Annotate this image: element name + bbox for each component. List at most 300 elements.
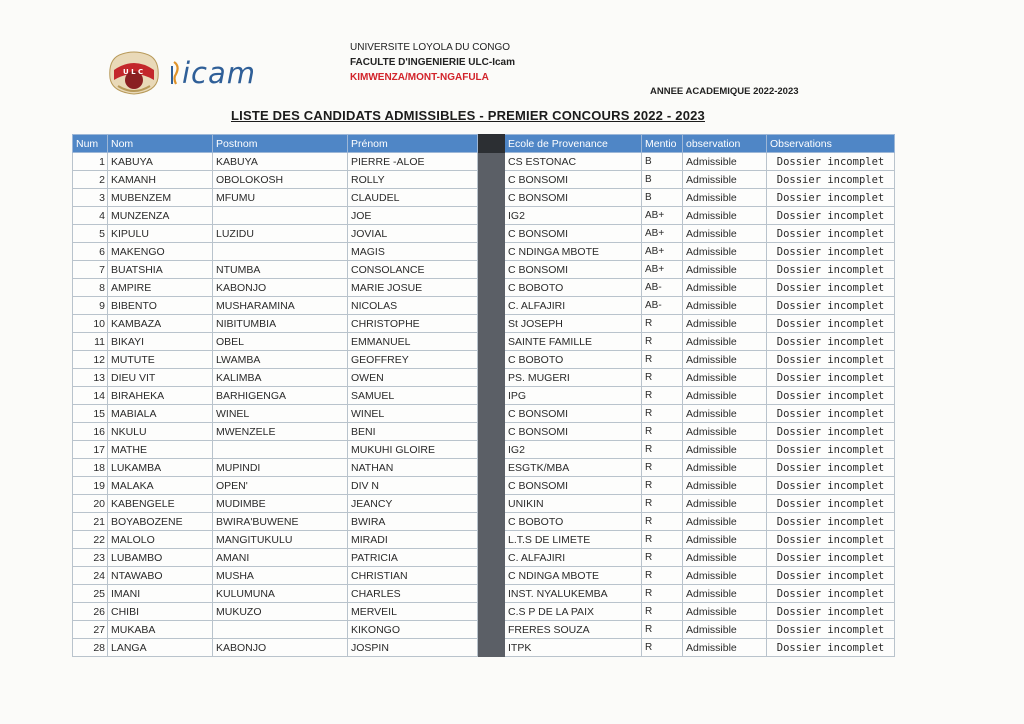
cell-num: 2: [73, 171, 108, 189]
cell-num: 26: [73, 603, 108, 621]
cell-observation: Admissible: [683, 531, 767, 549]
cell-ecole: St JOSEPH: [505, 315, 642, 333]
cell-observations: Dossier incomplet: [767, 441, 895, 459]
cell-nom: KAMANH: [108, 171, 213, 189]
cell-observation: Admissible: [683, 351, 767, 369]
cell-num: 9: [73, 297, 108, 315]
redacted-cell: [478, 225, 505, 243]
redacted-cell: [478, 243, 505, 261]
cell-mention: B: [642, 189, 683, 207]
table-row: [73, 261, 895, 279]
cell-nom: CHIBI: [108, 603, 213, 621]
cell-ecole: CS ESTONAC: [505, 153, 642, 171]
cell-prenom: CONSOLANCE: [348, 261, 478, 279]
redacted-cell: [478, 351, 505, 369]
cell-nom: BIBENTO: [108, 297, 213, 315]
cell-postnom: WINEL: [213, 405, 348, 423]
cell-ecole: PS. MUGERI: [505, 369, 642, 387]
cell-nom: MATHE: [108, 441, 213, 459]
table-row: [73, 477, 895, 495]
cell-observations: Dossier incomplet: [767, 603, 895, 621]
cell-ecole: C. ALFAJIRI: [505, 297, 642, 315]
cell-postnom: MWENZELE: [213, 423, 348, 441]
cell-observation: Admissible: [683, 639, 767, 657]
table-row: [73, 315, 895, 333]
cell-nom: LUBAMBO: [108, 549, 213, 567]
cell-observation: Admissible: [683, 441, 767, 459]
institution-header: [350, 40, 515, 85]
cell-postnom: KULUMUNA: [213, 585, 348, 603]
cell-nom: MALOLO: [108, 531, 213, 549]
cell-postnom: AMANI: [213, 549, 348, 567]
cell-ecole: INST. NYALUKEMBA: [505, 585, 642, 603]
redacted-cell: [478, 189, 505, 207]
cell-prenom: OWEN: [348, 369, 478, 387]
cell-postnom: KALIMBA: [213, 369, 348, 387]
cell-nom: KABUYA: [108, 153, 213, 171]
cell-prenom: GEOFFREY: [348, 351, 478, 369]
cell-mention: R: [642, 603, 683, 621]
cell-postnom: [213, 207, 348, 225]
cell-num: 13: [73, 369, 108, 387]
cell-observations: Dossier incomplet: [767, 369, 895, 387]
cell-observations: Dossier incomplet: [767, 171, 895, 189]
cell-mention: R: [642, 333, 683, 351]
cell-mention: AB-: [642, 297, 683, 315]
table-row: [73, 441, 895, 459]
cell-mention: AB+: [642, 243, 683, 261]
cell-nom: BIKAYI: [108, 333, 213, 351]
cell-mention: R: [642, 495, 683, 513]
cell-observations: Dossier incomplet: [767, 243, 895, 261]
cell-prenom: KIKONGO: [348, 621, 478, 639]
cell-num: 12: [73, 351, 108, 369]
cell-ecole: C.S P DE LA PAIX: [505, 603, 642, 621]
cell-mention: B: [642, 153, 683, 171]
cell-observation: Admissible: [683, 405, 767, 423]
col-observation-header: observation: [683, 135, 767, 153]
col-ecole-header: Ecole de Provenance: [505, 135, 642, 153]
table-row: [73, 621, 895, 639]
cell-ecole: SAINTE FAMILLE: [505, 333, 642, 351]
cell-observation: Admissible: [683, 369, 767, 387]
cell-prenom: PIERRE -ALOE: [348, 153, 478, 171]
cell-mention: R: [642, 369, 683, 387]
cell-num: 11: [73, 333, 108, 351]
cell-observation: Admissible: [683, 315, 767, 333]
cell-observations: Dossier incomplet: [767, 261, 895, 279]
cell-postnom: MUSHARAMINA: [213, 297, 348, 315]
cell-mention: R: [642, 513, 683, 531]
cell-num: 1: [73, 153, 108, 171]
cell-ecole: C BOBOTO: [505, 351, 642, 369]
cell-mention: B: [642, 171, 683, 189]
cell-postnom: MUSHA: [213, 567, 348, 585]
cell-observations: Dossier incomplet: [767, 315, 895, 333]
cell-ecole: C BOBOTO: [505, 279, 642, 297]
table-row: [73, 171, 895, 189]
cell-nom: MUTUTE: [108, 351, 213, 369]
cell-prenom: PATRICIA: [348, 549, 478, 567]
cell-ecole: C BONSOMI: [505, 189, 642, 207]
cell-ecole: FRERES SOUZA: [505, 621, 642, 639]
cell-prenom: CHARLES: [348, 585, 478, 603]
cell-nom: BUATSHIA: [108, 261, 213, 279]
cell-mention: R: [642, 441, 683, 459]
cell-observation: Admissible: [683, 549, 767, 567]
icam-brand: [170, 58, 256, 88]
cell-mention: R: [642, 477, 683, 495]
cell-postnom: KABONJO: [213, 639, 348, 657]
cell-ecole: C BONSOMI: [505, 477, 642, 495]
cell-nom: MALAKA: [108, 477, 213, 495]
cell-observations: Dossier incomplet: [767, 297, 895, 315]
cell-prenom: BENI: [348, 423, 478, 441]
cell-nom: IMANI: [108, 585, 213, 603]
redacted-cell: [478, 531, 505, 549]
table-row: [73, 423, 895, 441]
cell-num: 27: [73, 621, 108, 639]
cell-ecole: IG2: [505, 441, 642, 459]
cell-ecole: ITPK: [505, 639, 642, 657]
cell-mention: R: [642, 531, 683, 549]
redacted-cell: [478, 567, 505, 585]
col-blank-header: [478, 135, 505, 153]
cell-prenom: MUKUHI GLOIRE: [348, 441, 478, 459]
cell-postnom: KABONJO: [213, 279, 348, 297]
cell-prenom: EMMANUEL: [348, 333, 478, 351]
cell-ecole: C BONSOMI: [505, 423, 642, 441]
cell-mention: R: [642, 549, 683, 567]
cell-observation: Admissible: [683, 225, 767, 243]
icam-flame-icon: [170, 58, 182, 88]
cell-num: 3: [73, 189, 108, 207]
academic-year: ANNEE ACADEMIQUE 2022-2023: [650, 86, 799, 97]
table-row: [73, 567, 895, 585]
cell-observation: Admissible: [683, 477, 767, 495]
cell-num: 8: [73, 279, 108, 297]
cell-nom: KIPULU: [108, 225, 213, 243]
cell-nom: LUKAMBA: [108, 459, 213, 477]
table-row: [73, 243, 895, 261]
cell-prenom: BWIRA: [348, 513, 478, 531]
cell-num: 18: [73, 459, 108, 477]
cell-prenom: JEANCY: [348, 495, 478, 513]
redacted-cell: [478, 495, 505, 513]
cell-prenom: MIRADI: [348, 531, 478, 549]
cell-ecole: ESGTK/MBA: [505, 459, 642, 477]
cell-observation: Admissible: [683, 387, 767, 405]
cell-postnom: MFUMU: [213, 189, 348, 207]
cell-num: 21: [73, 513, 108, 531]
cell-observation: Admissible: [683, 423, 767, 441]
table-row: [73, 549, 895, 567]
cell-nom: MABIALA: [108, 405, 213, 423]
cell-observation: Admissible: [683, 243, 767, 261]
cell-observation: Admissible: [683, 333, 767, 351]
cell-prenom: MAGIS: [348, 243, 478, 261]
candidates-table-container: [72, 134, 894, 657]
cell-mention: R: [642, 639, 683, 657]
cell-num: 16: [73, 423, 108, 441]
table-body: [73, 153, 895, 657]
cell-observations: Dossier incomplet: [767, 531, 895, 549]
table-row: [73, 297, 895, 315]
cell-postnom: [213, 243, 348, 261]
cell-postnom: [213, 621, 348, 639]
cell-mention: R: [642, 585, 683, 603]
cell-observations: Dossier incomplet: [767, 351, 895, 369]
cell-num: 14: [73, 387, 108, 405]
cell-observations: Dossier incomplet: [767, 279, 895, 297]
cell-observation: Admissible: [683, 189, 767, 207]
cell-ecole: C. ALFAJIRI: [505, 549, 642, 567]
cell-mention: R: [642, 423, 683, 441]
cell-ecole: L.T.S DE LIMETE: [505, 531, 642, 549]
cell-nom: MUBENZEM: [108, 189, 213, 207]
cell-observations: Dossier incomplet: [767, 405, 895, 423]
cell-prenom: MERVEIL: [348, 603, 478, 621]
cell-prenom: JOVIAL: [348, 225, 478, 243]
cell-observations: Dossier incomplet: [767, 459, 895, 477]
cell-mention: AB-: [642, 279, 683, 297]
cell-postnom: NTUMBA: [213, 261, 348, 279]
redacted-cell: [478, 513, 505, 531]
redacted-cell: [478, 369, 505, 387]
redacted-cell: [478, 315, 505, 333]
table-row: [73, 189, 895, 207]
cell-nom: NTAWABO: [108, 567, 213, 585]
redacted-cell: [478, 207, 505, 225]
cell-ecole: UNIKIN: [505, 495, 642, 513]
icam-wordmark: icam: [182, 56, 257, 90]
cell-num: 10: [73, 315, 108, 333]
cell-nom: MUNZENZA: [108, 207, 213, 225]
cell-observation: Admissible: [683, 567, 767, 585]
cell-postnom: MANGITUKULU: [213, 531, 348, 549]
cell-ecole: IG2: [505, 207, 642, 225]
redacted-cell: [478, 405, 505, 423]
redacted-cell: [478, 333, 505, 351]
cell-observations: Dossier incomplet: [767, 225, 895, 243]
redacted-cell: [478, 261, 505, 279]
candidates-table: [72, 134, 895, 657]
redacted-cell: [478, 297, 505, 315]
cell-postnom: BWIRA'BUWENE: [213, 513, 348, 531]
table-row: [73, 585, 895, 603]
cell-num: 7: [73, 261, 108, 279]
redacted-cell: [478, 153, 505, 171]
cell-observations: Dossier incomplet: [767, 513, 895, 531]
redacted-cell: [478, 603, 505, 621]
cell-observations: Dossier incomplet: [767, 621, 895, 639]
cell-nom: AMPIRE: [108, 279, 213, 297]
cell-observation: Admissible: [683, 585, 767, 603]
cell-prenom: NATHAN: [348, 459, 478, 477]
cell-prenom: JOE: [348, 207, 478, 225]
cell-num: 19: [73, 477, 108, 495]
cell-prenom: ROLLY: [348, 171, 478, 189]
cell-nom: KAMBAZA: [108, 315, 213, 333]
table-row: [73, 639, 895, 657]
redacted-cell: [478, 459, 505, 477]
table-row: [73, 513, 895, 531]
cell-num: 28: [73, 639, 108, 657]
cell-prenom: WINEL: [348, 405, 478, 423]
cell-observation: Admissible: [683, 153, 767, 171]
cell-num: 24: [73, 567, 108, 585]
cell-nom: DIEU VIT: [108, 369, 213, 387]
ulc-seal-icon: [104, 48, 164, 98]
col-observations-header: Observations: [767, 135, 895, 153]
cell-num: 6: [73, 243, 108, 261]
cell-postnom: LUZIDU: [213, 225, 348, 243]
table-row: [73, 351, 895, 369]
location: KIMWENZA/MONT-NGAFULA: [350, 72, 489, 83]
redacted-cell: [478, 441, 505, 459]
table-row: [73, 459, 895, 477]
cell-observations: Dossier incomplet: [767, 423, 895, 441]
svg-text:U L C: U L C: [123, 68, 144, 76]
cell-postnom: MUKUZO: [213, 603, 348, 621]
cell-postnom: NIBITUMBIA: [213, 315, 348, 333]
cell-observation: Admissible: [683, 513, 767, 531]
cell-ecole: C NDINGA MBOTE: [505, 243, 642, 261]
cell-num: 17: [73, 441, 108, 459]
cell-observations: Dossier incomplet: [767, 153, 895, 171]
cell-mention: AB+: [642, 207, 683, 225]
cell-num: 22: [73, 531, 108, 549]
cell-prenom: SAMUEL: [348, 387, 478, 405]
cell-observation: Admissible: [683, 279, 767, 297]
cell-observations: Dossier incomplet: [767, 585, 895, 603]
cell-ecole: C BONSOMI: [505, 261, 642, 279]
cell-observations: Dossier incomplet: [767, 387, 895, 405]
cell-ecole: C BONSOMI: [505, 405, 642, 423]
redacted-cell: [478, 387, 505, 405]
cell-observations: Dossier incomplet: [767, 333, 895, 351]
cell-mention: R: [642, 567, 683, 585]
cell-observations: Dossier incomplet: [767, 549, 895, 567]
cell-observation: Admissible: [683, 297, 767, 315]
cell-num: 5: [73, 225, 108, 243]
cell-postnom: OPEN': [213, 477, 348, 495]
cell-ecole: C BONSOMI: [505, 171, 642, 189]
table-row: [73, 387, 895, 405]
cell-postnom: [213, 441, 348, 459]
redacted-cell: [478, 585, 505, 603]
cell-num: 23: [73, 549, 108, 567]
redacted-cell: [478, 477, 505, 495]
col-prenom-header: Prénom: [348, 135, 478, 153]
cell-prenom: CHRISTOPHE: [348, 315, 478, 333]
cell-observations: Dossier incomplet: [767, 639, 895, 657]
faculty-name: FACULTE D'INGENIERIE ULC-Icam: [350, 57, 515, 68]
cell-observation: Admissible: [683, 621, 767, 639]
cell-postnom: LWAMBA: [213, 351, 348, 369]
table-row: [73, 369, 895, 387]
table-row: [73, 225, 895, 243]
cell-num: 4: [73, 207, 108, 225]
redacted-cell: [478, 639, 505, 657]
cell-prenom: CLAUDEL: [348, 189, 478, 207]
cell-prenom: DIV N: [348, 477, 478, 495]
redacted-cell: [478, 279, 505, 297]
cell-mention: AB+: [642, 225, 683, 243]
cell-observation: Admissible: [683, 603, 767, 621]
table-header-row: [73, 135, 895, 153]
cell-nom: LANGA: [108, 639, 213, 657]
cell-mention: R: [642, 351, 683, 369]
col-postnom-header: Postnom: [213, 135, 348, 153]
cell-observations: Dossier incomplet: [767, 477, 895, 495]
cell-num: 15: [73, 405, 108, 423]
table-row: [73, 333, 895, 351]
cell-observations: Dossier incomplet: [767, 567, 895, 585]
cell-mention: R: [642, 459, 683, 477]
cell-ecole: IPG: [505, 387, 642, 405]
cell-observation: Admissible: [683, 171, 767, 189]
cell-prenom: CHRISTIAN: [348, 567, 478, 585]
cell-postnom: MUPINDI: [213, 459, 348, 477]
table-row: [73, 207, 895, 225]
cell-mention: R: [642, 621, 683, 639]
cell-ecole: C NDINGA MBOTE: [505, 567, 642, 585]
cell-nom: BOYABOZENE: [108, 513, 213, 531]
cell-ecole: C BOBOTO: [505, 513, 642, 531]
cell-mention: R: [642, 315, 683, 333]
table-row: [73, 603, 895, 621]
cell-postnom: BARHIGENGA: [213, 387, 348, 405]
table-row: [73, 495, 895, 513]
cell-postnom: OBOLOKOSH: [213, 171, 348, 189]
cell-nom: MUKABA: [108, 621, 213, 639]
col-nom-header: Nom: [108, 135, 213, 153]
cell-observation: Admissible: [683, 495, 767, 513]
cell-mention: R: [642, 405, 683, 423]
redacted-cell: [478, 171, 505, 189]
cell-num: 25: [73, 585, 108, 603]
cell-nom: NKULU: [108, 423, 213, 441]
logo: [104, 48, 256, 98]
cell-observation: Admissible: [683, 207, 767, 225]
cell-ecole: C BONSOMI: [505, 225, 642, 243]
cell-nom: KABENGELE: [108, 495, 213, 513]
cell-nom: MAKENGO: [108, 243, 213, 261]
col-mention-header: Mentio: [642, 135, 683, 153]
cell-observations: Dossier incomplet: [767, 207, 895, 225]
redacted-cell: [478, 423, 505, 441]
table-row: [73, 279, 895, 297]
cell-prenom: JOSPIN: [348, 639, 478, 657]
table-row: [73, 405, 895, 423]
redacted-cell: [478, 621, 505, 639]
cell-prenom: MARIE JOSUE: [348, 279, 478, 297]
cell-postnom: OBEL: [213, 333, 348, 351]
page-title: LISTE DES CANDIDATS ADMISSIBLES - PREMIER CONCOURS 2022 - 2023: [231, 108, 705, 123]
cell-num: 20: [73, 495, 108, 513]
cell-postnom: KABUYA: [213, 153, 348, 171]
redacted-cell: [478, 549, 505, 567]
cell-mention: R: [642, 387, 683, 405]
cell-nom: BIRAHEKA: [108, 387, 213, 405]
cell-observation: Admissible: [683, 459, 767, 477]
cell-mention: AB+: [642, 261, 683, 279]
col-num-header: Num: [73, 135, 108, 153]
table-row: [73, 531, 895, 549]
university-name: UNIVERSITE LOYOLA DU CONGO: [350, 42, 511, 53]
cell-observations: Dossier incomplet: [767, 495, 895, 513]
